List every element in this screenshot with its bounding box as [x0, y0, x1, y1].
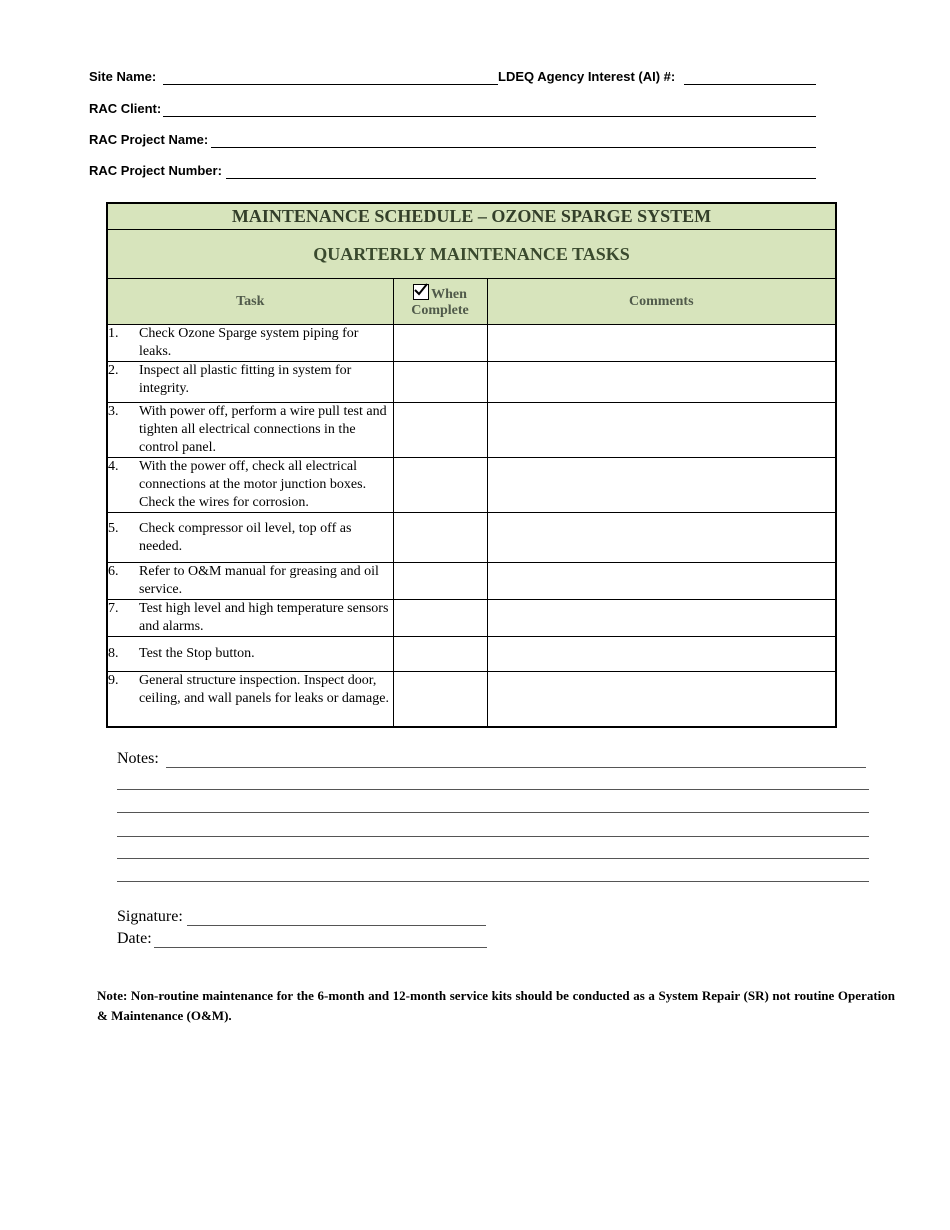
comments-cell[interactable]: [487, 563, 836, 600]
site-name-label: Site Name:: [89, 69, 157, 84]
notes-line[interactable]: [117, 881, 869, 882]
signature-label: Signature:: [117, 908, 183, 925]
notes-line[interactable]: [117, 789, 869, 790]
table-row: [107, 513, 836, 563]
when-complete-cell[interactable]: [393, 458, 487, 513]
task-cell: [107, 563, 393, 600]
comments-cell[interactable]: [487, 403, 836, 458]
rac-project-number-field[interactable]: [226, 178, 816, 179]
table-row: [107, 403, 836, 458]
table-title: MAINTENANCE SCHEDULE – OZONE SPARGE SYSTEM: [107, 203, 836, 230]
task-cell: [107, 362, 393, 403]
task-number: 7.: [108, 601, 119, 616]
comments-cell[interactable]: [487, 458, 836, 513]
table-row: [107, 600, 836, 637]
rac-project-name-label: RAC Project Name:: [89, 132, 209, 147]
rac-client-label: RAC Client:: [89, 101, 162, 116]
task-number: 5.: [108, 520, 119, 536]
when-complete-cell[interactable]: [393, 672, 487, 727]
task-number: 3.: [108, 404, 119, 419]
notes-line[interactable]: [166, 767, 866, 768]
task-number: 6.: [108, 564, 119, 579]
notes-line[interactable]: [117, 812, 869, 813]
column-header-comments: Comments: [487, 279, 836, 325]
task-number: 9.: [108, 673, 119, 688]
when-complete-cell[interactable]: [393, 325, 487, 362]
comments-cell[interactable]: [487, 362, 836, 403]
task-cell: [107, 672, 393, 727]
column-header-when-complete: [393, 279, 487, 325]
notes-line[interactable]: [117, 836, 869, 837]
task-number: 4.: [108, 459, 119, 474]
notes-label: Notes:: [117, 750, 159, 767]
rac-client-field[interactable]: [163, 116, 816, 117]
date-field[interactable]: [154, 947, 487, 948]
task-number: 8.: [108, 646, 119, 661]
ldeq-ai-field[interactable]: [684, 84, 816, 85]
task-number: 1.: [108, 326, 119, 341]
when-complete-cell[interactable]: [393, 563, 487, 600]
task-text: Check Ozone Sparge system piping for leaks.: [139, 326, 359, 359]
task-cell: [107, 513, 393, 563]
table-row: [107, 563, 836, 600]
site-name-field[interactable]: [163, 84, 498, 85]
comments-cell[interactable]: [487, 672, 836, 727]
task-text: Test high level and high temperature sensors and alarms.: [139, 601, 389, 634]
rac-project-name-field[interactable]: [211, 147, 816, 148]
task-text: With power off, perform a wire pull test and tighten all electrical connections in the control panel.: [139, 404, 387, 455]
task-number: 2.: [108, 363, 119, 378]
table-row: [107, 458, 836, 513]
when-complete-cell[interactable]: [393, 600, 487, 637]
table-row: [107, 325, 836, 362]
when-complete-cell[interactable]: [393, 513, 487, 563]
task-text: With the power off, check all electrical connections at the motor junction boxes. Check the wires for corrosion.: [139, 459, 367, 510]
when-complete-cell[interactable]: [393, 637, 487, 672]
date-label: Date:: [117, 930, 152, 947]
table-subtitle: QUARTERLY MAINTENANCE TASKS: [107, 230, 836, 279]
notes-line[interactable]: [117, 858, 869, 859]
task-text: Refer to O&M manual for greasing and oil service.: [139, 564, 379, 597]
table-row: [107, 672, 836, 727]
task-cell: [107, 458, 393, 513]
task-cell: [107, 600, 393, 637]
maintenance-schedule-table: [106, 202, 837, 728]
task-text: Check compressor oil level, top off as needed.: [139, 520, 352, 554]
task-cell: [107, 637, 393, 672]
when-complete-cell[interactable]: [393, 403, 487, 458]
comments-cell[interactable]: [487, 600, 836, 637]
checked-box-icon: [413, 284, 429, 300]
ldeq-ai-label: LDEQ Agency Interest (AI) #:: [498, 69, 676, 84]
task-cell: [107, 325, 393, 362]
column-header-task: Task: [107, 279, 393, 325]
comments-cell[interactable]: [487, 513, 836, 563]
rac-project-number-label: RAC Project Number:: [89, 163, 222, 178]
comments-cell[interactable]: [487, 325, 836, 362]
task-text: Inspect all plastic fitting in system for integrity.: [139, 363, 352, 396]
table-row: [107, 637, 836, 672]
task-text: General structure inspection. Inspect door, ceiling, and wall panels for leaks or damage.: [139, 673, 389, 706]
when-complete-cell[interactable]: [393, 362, 487, 403]
footnote: Note: Non-routine maintenance for the 6-month and 12-month service kits should be conducted as a System Repair (SR) not routine Operation & Maintenance (O&M).: [97, 988, 895, 1023]
signature-field[interactable]: [187, 925, 486, 926]
task-cell: [107, 403, 393, 458]
comments-cell[interactable]: [487, 637, 836, 672]
when-complete-label: When Complete: [411, 287, 469, 318]
table-row: [107, 362, 836, 403]
task-text: Test the Stop button.: [139, 646, 255, 661]
